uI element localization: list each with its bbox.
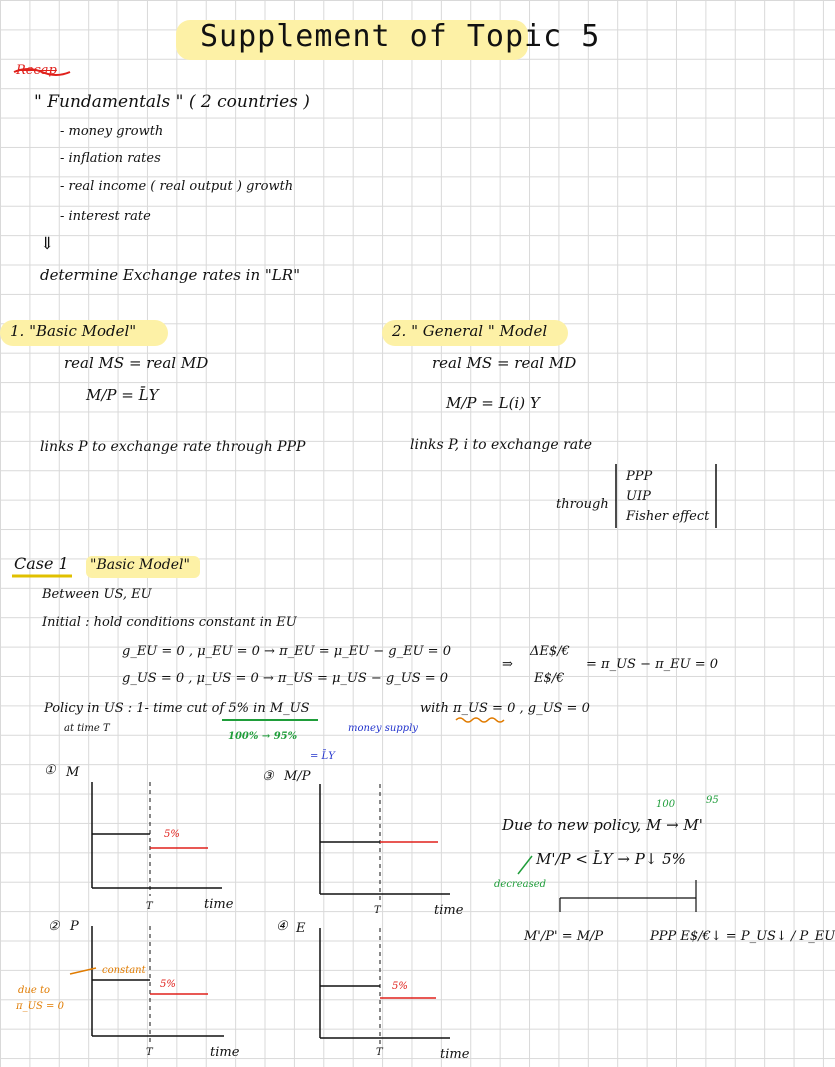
- fundamentals-item: - interest rate: [60, 209, 151, 224]
- graph2-due-to2: π_US = 0: [16, 1001, 64, 1012]
- rate-numerator: ΔE$/€: [530, 644, 570, 659]
- through-item: UIP: [626, 489, 651, 504]
- fundamentals-item: - inflation rates: [60, 151, 161, 166]
- graph2-t: T: [146, 1047, 153, 1058]
- graph1-number: ①: [44, 763, 56, 778]
- rate-denominator: E$/€: [534, 671, 565, 686]
- graph3-label: M/P: [284, 769, 311, 784]
- explanation-bottom-right: PPP E$/€↓ = P_US↓ / P_EU: [650, 929, 835, 944]
- basic-model-eq2: M/P = L̄Y: [86, 386, 159, 404]
- basic-model-link: links P to exchange rate through PPP: [40, 439, 306, 455]
- branch-line: [560, 898, 696, 912]
- decreased-note: decreased: [494, 879, 547, 890]
- money-supply-note: money supply: [348, 723, 418, 734]
- graph3-time: time: [434, 903, 464, 918]
- num-100: 100: [656, 799, 676, 810]
- recap-label: Recap: [16, 63, 57, 78]
- policy-text: Policy in US : 1- time cut of 5% in M_US: [44, 701, 310, 716]
- cut-note: 100% → 95%: [228, 731, 298, 742]
- graph2-label: P: [70, 919, 79, 934]
- general-model-link: links P, i to exchange rate: [410, 437, 593, 453]
- graph2-constant: constant: [102, 965, 146, 976]
- explanation-line2: M'/P < L̄Y → P↓ 5%: [536, 850, 686, 868]
- fundamentals-item: - money growth: [60, 124, 164, 139]
- num-95: 95: [706, 795, 719, 806]
- case1-model: "Basic Model": [90, 557, 190, 573]
- graph4-time: time: [440, 1047, 470, 1062]
- eq-us: g_US = 0 , μ_US = 0 → π_US = μ_US − g_US = 0: [122, 671, 449, 686]
- policy-with: with π_US = 0 , g_US = 0: [420, 701, 590, 716]
- case1-initial: Initial : hold conditions constant in EU: [42, 615, 297, 630]
- through-label: through: [556, 497, 609, 512]
- rate-arrow: ⇒: [502, 657, 513, 672]
- graph3-t: T: [374, 905, 381, 916]
- basic-model-eq1: real MS = real MD: [64, 354, 209, 372]
- graph4-mark: 5%: [392, 981, 408, 992]
- pi-underline-squiggle: [456, 718, 504, 722]
- eq-eu: g_EU = 0 , μ_EU = 0 → π_EU = μ_EU − g_EU = 0: [122, 644, 451, 659]
- general-model-eq1: real MS = real MD: [432, 354, 577, 372]
- graph4-t: T: [376, 1047, 383, 1058]
- explanation-bottom-left: M'/P' = M/P: [524, 929, 604, 944]
- fundamentals-conclusion: determine Exchange rates in "LR": [40, 266, 300, 284]
- graph4-label: E: [296, 921, 306, 936]
- recap-scribble: [14, 69, 70, 75]
- graph2-axes: [92, 926, 224, 1042]
- explanation-line1: Due to new policy, M → M': [502, 816, 703, 834]
- graph3-note: = L̄Y: [310, 751, 335, 762]
- general-model-eq2: M/P = L(i) Y: [446, 394, 540, 412]
- page-title: Supplement of Topic 5: [200, 19, 601, 54]
- graph2-mark: 5%: [160, 979, 176, 990]
- through-item: Fisher effect: [626, 509, 710, 524]
- through-item: PPP: [626, 469, 653, 484]
- graph1-label: M: [66, 765, 80, 780]
- graph1-mark: 5%: [164, 829, 180, 840]
- fundamentals-item: - real income ( real output ) growth: [60, 179, 294, 194]
- graph4-number: ④: [276, 919, 288, 934]
- basic-model-heading: 1. "Basic Model": [10, 322, 137, 340]
- graph2-time: time: [210, 1045, 240, 1060]
- graph1-axes: [92, 782, 222, 896]
- case1-between: Between US, EU: [42, 587, 152, 602]
- fundamentals-heading: " Fundamentals " ( 2 countries ): [34, 92, 310, 112]
- decreased-arrow: [518, 856, 532, 874]
- graph1-t: T: [146, 901, 153, 912]
- graph3-number: ③: [262, 769, 274, 784]
- rate-rhs: = π_US − π_EU = 0: [586, 657, 719, 672]
- down-arrow: ⇓: [40, 234, 55, 254]
- at-time-label: at time T: [64, 723, 110, 734]
- case1-heading: Case 1: [14, 554, 69, 573]
- graph1-time: time: [204, 897, 234, 912]
- general-model-heading: 2. " General " Model: [392, 322, 548, 340]
- graph2-due-to: due to: [18, 985, 50, 996]
- graph2-number: ②: [48, 919, 60, 934]
